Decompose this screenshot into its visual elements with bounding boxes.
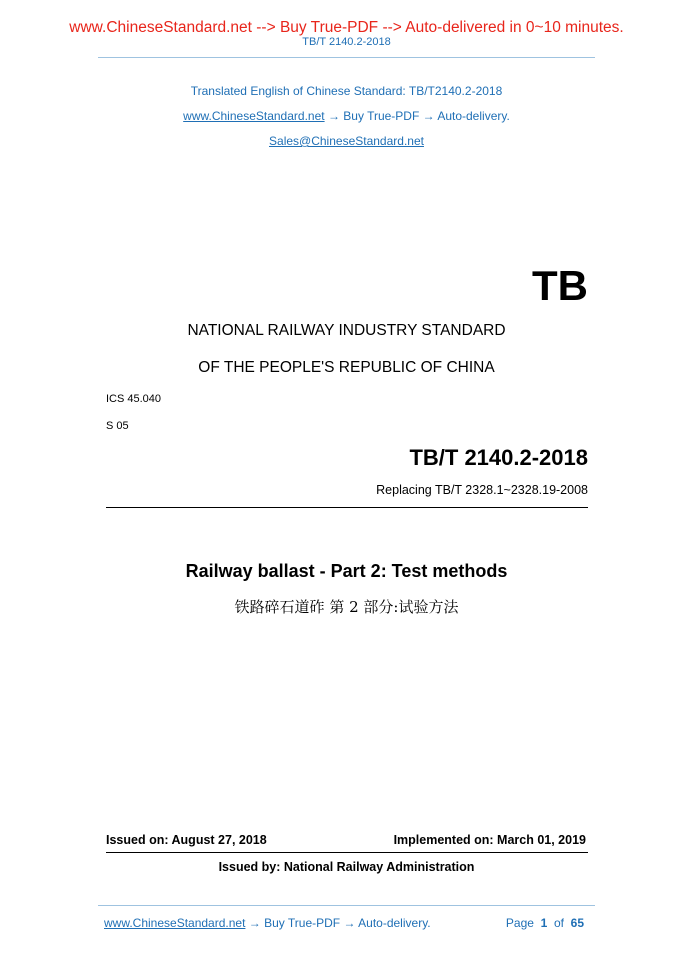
- auto-delivery-text: Auto-delivery.: [437, 109, 510, 123]
- title-divider: [106, 507, 588, 508]
- footer-links: [104, 916, 431, 930]
- arrow-right-icon: →: [248, 916, 261, 930]
- header-divider: [98, 57, 595, 58]
- document-title-en: Railway ballast - Part 2: Test methods: [185, 561, 508, 581]
- buy-pdf-text: Buy True-PDF: [343, 109, 420, 123]
- sales-email-link[interactable]: Sales@ChineseStandard.net: [269, 134, 424, 148]
- issued-by: Issued by: National Railway Administration: [218, 860, 475, 874]
- of-label: of: [553, 916, 564, 930]
- page-label: Page: [505, 916, 534, 930]
- footer-buy-text: Buy True-PDF: [264, 916, 341, 930]
- sales-row: [0, 134, 693, 148]
- date-divider: [106, 852, 588, 853]
- promo-banner[interactable]: www.ChineseStandard.net --> Buy True-PDF --> Auto-delivered in 0~10 minutes.: [69, 19, 624, 36]
- footer-auto-text: Auto-delivery.: [358, 916, 431, 930]
- page-total: 65: [570, 916, 584, 930]
- header-standard-code: TB/T 2140.2-2018: [302, 36, 391, 48]
- page-indicator: [506, 916, 584, 930]
- arrow-right-icon: →: [422, 109, 435, 123]
- standard-number: TB/T 2140.2-2018: [409, 445, 588, 470]
- arrow-right-icon: →: [327, 109, 340, 123]
- document-title-cn: 铁路碎石道砟 第 2 部分:试验方法: [234, 598, 459, 616]
- footer-divider: [98, 905, 595, 906]
- replacing-note: Replacing TB/T 2328.1~2328.19-2008: [376, 483, 588, 497]
- footer-site-link[interactable]: www.ChineseStandard.net: [104, 916, 246, 930]
- classification-code: S 05: [106, 420, 129, 432]
- arrow-right-icon: →: [343, 916, 356, 930]
- page-number: 1: [540, 916, 548, 930]
- implemented-on: Implemented on: March 01, 2019: [393, 833, 586, 847]
- translated-note: Translated English of Chinese Standard: TB/T2140.2-2018: [190, 84, 503, 98]
- issued-on: Issued on: August 27, 2018: [106, 833, 267, 847]
- intro-links: [0, 109, 693, 123]
- standard-title-line1: NATIONAL RAILWAY INDUSTRY STANDARD: [187, 322, 506, 339]
- site-link[interactable]: www.ChineseStandard.net: [183, 109, 325, 123]
- ics-code: ICS 45.040: [106, 393, 162, 405]
- standard-title-line2: OF THE PEOPLE'S REPUBLIC OF CHINA: [198, 359, 495, 376]
- tb-logo-text: TB: [532, 262, 588, 309]
